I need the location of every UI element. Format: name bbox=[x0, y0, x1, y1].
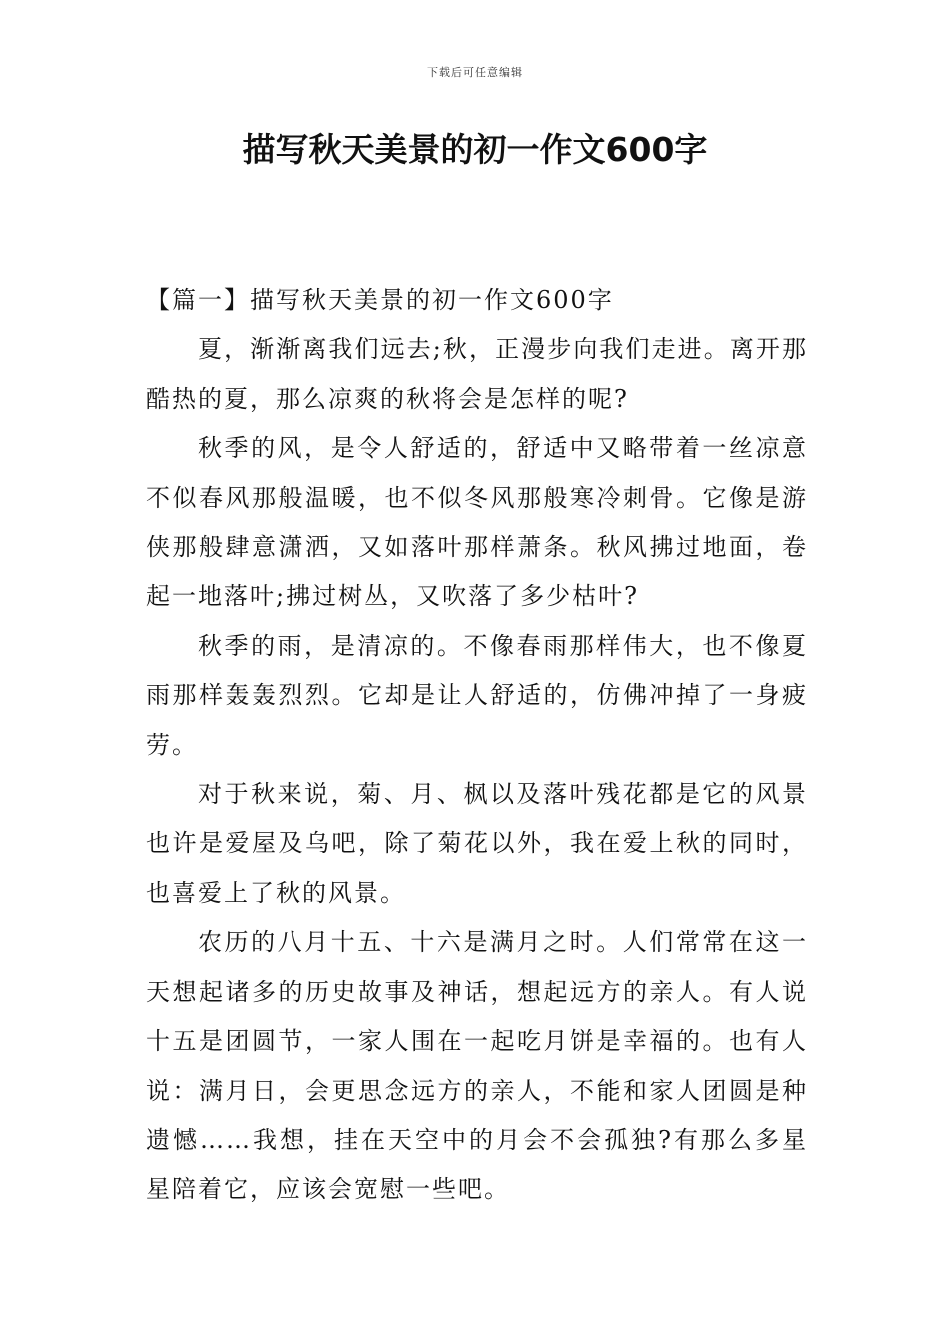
paragraph-3: 秋季的雨，是清凉的。不像春雨那样伟大，也不像夏雨那样轰轰烈烈。它却是让人舒适的，仿佛冲掉了一身疲劳。 bbox=[146, 631, 808, 759]
page-title: 描写秋天美景的初一作文600字 bbox=[242, 130, 708, 169]
paragraph-4: 对于秋来说，菊、月、枫以及落叶残花都是它的风景也许是爱屋及乌吧，除了菊花以外，我在爱上秋的同时，也喜爱上了秋的风景。 bbox=[146, 780, 808, 907]
paragraph-1: 夏，渐渐离我们远去;秋，正漫步向我们走进。离开那酷热的夏，那么凉爽的秋将会是怎样的呢? bbox=[146, 335, 808, 413]
paragraph-5: 农历的八月十五、十六是满月之时。人们常常在这一天想起诸多的历史故事及神话，想起远方的亲人。有人说十五是团圆节，一家人围在一起吃月饼是幸福的。也有人说：满月日，会更思念远方的亲人，不能和家人团圆是种遗憾……我想，挂在天空中的月会不会孤独?有那么多星星陪着它，应该会宽慰一些吧。 bbox=[146, 928, 808, 1204]
paragraph-2: 秋季的风，是令人舒适的，舒适中又略带着一丝凉意不似春风那般温暖，也不似冬风那般寒冷刺骨。它像是游侠那般肆意潇洒，又如落叶那样萧条。秋风拂过地面，卷起一地落叶;拂过树丛，又吹落了多少枯叶? bbox=[146, 434, 808, 611]
document-body bbox=[146, 276, 808, 1215]
header-note: 下载后可任意编辑 bbox=[427, 66, 523, 79]
section-title: 【篇一】描写秋天美景的初一作文600字 bbox=[146, 286, 614, 314]
